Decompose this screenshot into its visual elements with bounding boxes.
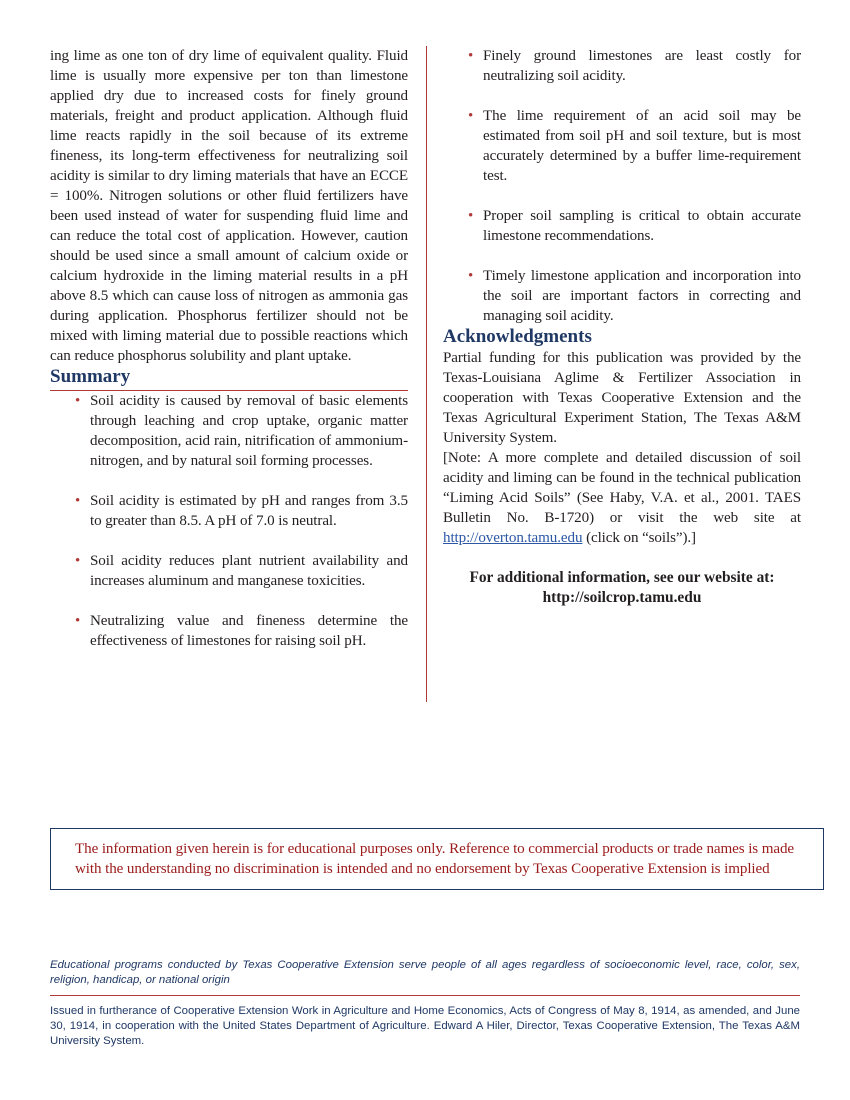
summary-bullet	[50, 551, 408, 591]
summary-bullet-text: Soil acidity is estimated by pH and ranges from 3.5 to greater than 8.5. A pH of 7.0 is neutral.	[90, 493, 408, 529]
bullet-icon: •	[468, 208, 474, 224]
bullet-icon: •	[75, 493, 81, 509]
summary-bullet-text: Soil acidity reduces plant nutrient availability and increases aluminum and manganese toxicities.	[90, 553, 408, 589]
summary-bullet	[50, 391, 408, 471]
equal-opportunity-statement: Educational programs conducted by Texas Cooperative Extension serve people of all ages regardless of socioeconomic level, race, color, sex, religion, handicap, or national origin	[50, 959, 800, 986]
summary-bullet	[443, 106, 801, 186]
summary-bullet	[443, 46, 801, 86]
bullet-icon: •	[75, 613, 81, 629]
bullet-icon: •	[468, 48, 474, 64]
summary-bullet	[50, 611, 408, 651]
acknowledgments-heading: Acknowledgments	[443, 326, 592, 347]
column-divider	[426, 46, 427, 702]
website-url: http://soilcrop.tamu.edu	[542, 589, 702, 606]
acknowledgments-paragraph: Partial funding for this publication was provided by the Texas-Louisiana Aglime & Fertilizer Association in cooperation with Texas Cooperative Extension and the Texas Agricultural Experiment Station, The Texas A&M University System.	[443, 350, 801, 446]
summary-bullet	[443, 266, 801, 326]
bullet-icon: •	[75, 553, 81, 569]
summary-bullet	[443, 206, 801, 246]
bullet-icon: •	[468, 268, 474, 284]
footer-divider	[50, 995, 800, 996]
summary-bullet-text: The lime requirement of an acid soil may be estimated from soil pH and soil texture, but is most accurately determined by a buffer lime-requirement test.	[483, 108, 801, 184]
bullet-icon: •	[75, 393, 81, 409]
intro-paragraph: ing lime as one ton of dry lime of equivalent quality. Fluid lime is usually more expensive per ton than limestone applied dry due to increased costs for finely ground materials, freight and product application. Although fluid lime reacts rapidly in the soil because of its extreme fineness, its long-term effectiveness for neutralizing soil acidity is similar to dry liming materials that have an ECCE = 100%. Nitrogen solutions or other fluid fertilizers have been used instead of water for suspending fluid lime and can reduce the total cost of application. However, caution should be used since a small amount of calcium oxide or calcium hydroxide in the liming material results in a pH above 8.5 which can cause loss of nitrogen as ammonia gas during application. Phosphorus fertilizer should not be mixed with liming material due to possible reactions which can reduce phosphorus solubility and plant uptake.	[50, 48, 408, 364]
summary-bullet-list-continued	[443, 46, 801, 326]
left-column	[50, 46, 408, 671]
disclaimer-box: The information given herein is for educational purposes only. Reference to commercial products or trade names is made with the understanding no discrimination is intended and no endorsement by Texas Cooperative Extension is implied	[50, 828, 824, 890]
note-paragraph	[443, 448, 801, 548]
additional-info-label: For additional information, see our website at:	[469, 569, 775, 586]
issued-statement: Issued in furtherance of Cooperative Extension Work in Agriculture and Home Economics, Acts of Congress of May 8, 1914, as amended, and June 30, 1914, in cooperation with the United States Department of Agriculture. Edward A Hiler, Director, Texas Cooperative Extension, The Texas A&M University System.	[50, 1005, 800, 1047]
summary-bullet	[50, 491, 408, 531]
summary-heading: Summary	[50, 366, 408, 391]
right-column	[443, 46, 801, 608]
summary-bullet-text: Proper soil sampling is critical to obtain accurate limestone recommendations.	[483, 208, 801, 244]
note-text: [Note: A more complete and detailed discussion of soil acidity and liming can be found in the technical publication “Liming Acid Soils” (See Haby, V.A. et al., 2001. TAES Bulletin No. B-1720) or visit the web site at	[443, 450, 801, 526]
summary-bullet-text: Neutralizing value and fineness determine the effectiveness of limestones for raising soil pH.	[90, 613, 408, 649]
summary-bullet-list	[50, 391, 408, 651]
note-suffix: (click on “soils”).]	[582, 530, 696, 546]
summary-bullet-text: Timely limestone application and incorporation into the soil are important factors in correcting and managing soil acidity.	[483, 268, 801, 324]
summary-bullet-text: Soil acidity is caused by removal of basic elements through leaching and crop uptake, organic matter decomposition, acid rain, nitrification of ammonium-nitrogen, and by natural soil forming processes.	[90, 393, 408, 469]
overton-link[interactable]: http://overton.tamu.edu	[443, 530, 583, 546]
additional-info	[443, 568, 801, 608]
summary-bullet-text: Finely ground limestones are least costly for neutralizing soil acidity.	[483, 48, 801, 84]
bullet-icon: •	[468, 108, 474, 124]
